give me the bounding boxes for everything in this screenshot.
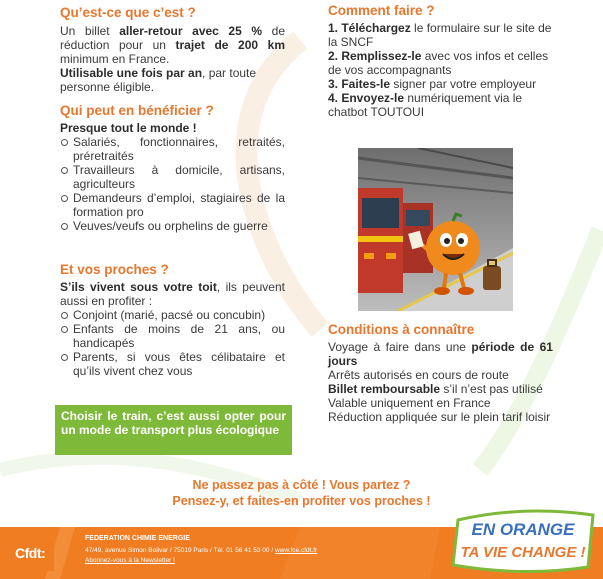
newsletter-link[interactable] [85, 557, 175, 564]
step-item [328, 77, 553, 91]
section-how-to [328, 3, 553, 119]
step-item [328, 49, 553, 77]
train-mascot-illustration [358, 148, 513, 311]
list-item: Conjoint (marié, pacsé ou concubin) [60, 308, 285, 322]
condition-line [328, 382, 553, 396]
condition-line: Réduction appliquée sur le plein tarif loisir [328, 410, 551, 424]
heading-how-to: Comment faire ? [328, 3, 435, 18]
text-bold: Faites-le [341, 77, 391, 91]
paragraph-description [60, 24, 285, 66]
address-text: 47/49, avenue Simon Bolivar / 75019 Paris / Tél. 01 56 41 53 00 / [85, 547, 275, 554]
step-item [328, 91, 553, 119]
list-item: Salariés, fonctionnaires, retraités, préretraités [60, 135, 285, 163]
step-number: 3. [328, 77, 342, 91]
heading-relatives: Et vos proches ? [60, 262, 169, 277]
website-link[interactable]: www.fce.cfdt.fr [274, 547, 318, 554]
condition-line [328, 340, 553, 368]
heading-what-is-it: Qu’est-ce que c’est ? [60, 5, 196, 20]
text-bold: période de 61 jours [328, 340, 553, 368]
text-bold: aller-retour avec 25 % [119, 24, 263, 38]
section-conditions [328, 322, 553, 424]
tagline-line-2: Pensez-y, et faites-en profiter vos proches ! [172, 494, 431, 508]
text-bold: Billet remboursable [328, 382, 441, 396]
paragraph-usage [60, 66, 285, 94]
list-item: Enfants de moins de 21 ans, ou handicapés [60, 322, 285, 350]
step-number: 4. [328, 91, 342, 105]
federation-name: FEDERATION CHIMIE ENERGIE [85, 535, 190, 542]
relatives-list [60, 308, 285, 378]
text-bold: Utilisable une fois par an [60, 66, 203, 80]
text-fragment: numériquement via le chatbot TOUTOUI [328, 91, 523, 119]
text-bold: trajet de 200 km [175, 38, 286, 52]
eco-callout-box: Choisir le train, c’est aussi opter pour un mode de transport plus écologique [55, 405, 292, 455]
text-fragment: de réduction pour un [60, 24, 285, 52]
newsletter-text[interactable]: Abonnez-vous à la Newsletter ! [85, 557, 175, 564]
lead-text [60, 280, 285, 308]
federation-address [85, 547, 317, 554]
text-fragment: le formulaire sur le site de la SNCF [328, 21, 552, 49]
text-bold: Presque tout le monde ! [60, 121, 197, 135]
beneficiaries-list [60, 135, 285, 233]
text-fragment: Voyage à faire dans une [328, 340, 472, 354]
tagline-line-1: Ne passez pas à côté ! Vous partez ? [192, 478, 411, 492]
text-fragment: avec vos infos et celles de vos accompagnants [328, 49, 549, 77]
text-fragment: signer par votre employeur [390, 77, 537, 91]
text-fragment: , ils peuvent aussi en profiter : [60, 280, 285, 308]
step-number: 2. [328, 49, 342, 63]
cfdt-logo-text: Cfdt: [15, 545, 46, 561]
list-item: Veuves/veufs ou orphelins de guerre [60, 219, 285, 233]
list-item: Parents, si vous êtes célibataire et qu’ils vivent chez vous [60, 350, 285, 378]
illustration-svg [358, 148, 513, 311]
steps-list [328, 21, 553, 119]
slogan-line-2: TA VIE CHANGE ! [460, 544, 586, 561]
text-bold: Envoyez-le [341, 91, 405, 105]
step-item [328, 21, 553, 49]
lead-text [60, 121, 285, 135]
slogan-line-1: EN ORANGE [471, 520, 575, 539]
section-what-is-it [60, 5, 285, 94]
section-relatives [60, 262, 285, 378]
heading-conditions: Conditions à connaître [328, 322, 475, 337]
section-who-benefits [60, 103, 285, 233]
text-fragment: s’il n’est pas utilisé [440, 382, 543, 396]
text-bold: Téléchargez [341, 21, 411, 35]
step-number: 1. [328, 21, 342, 35]
list-item: Travailleurs à domicile, artisans, agriculteurs [60, 163, 285, 191]
text-fragment: minimum en France. [60, 52, 170, 66]
list-item: Demandeurs d’emploi, stagiaires de la formation pro [60, 191, 285, 219]
text-bold: Remplissez-le [341, 49, 422, 63]
text-fragment: , par toute personne éligible. [60, 66, 257, 94]
heading-who-benefits: Qui peut en bénéficier ? [60, 103, 214, 118]
text-fragment: Un billet [60, 24, 120, 38]
condition-line: Valable uniquement en France [328, 396, 491, 410]
condition-line: Arrêts autorisés en cours de route [328, 368, 509, 382]
slogan-badge [448, 505, 598, 575]
text-bold: S’ils vivent sous votre toit [60, 280, 217, 294]
